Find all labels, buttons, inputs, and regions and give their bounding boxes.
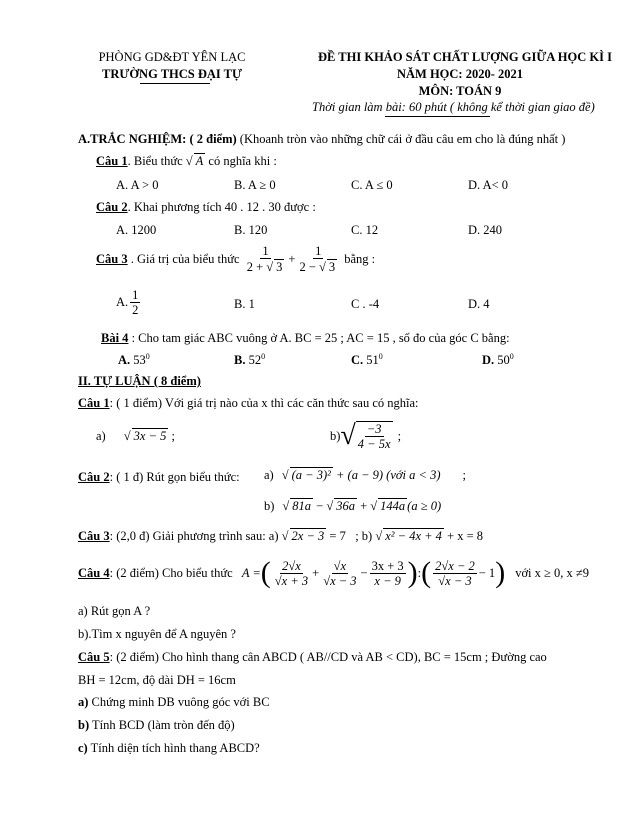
part-a-instruction: (Khoanh tròn vào những chữ cái ở đầu câu em cho là đúng nhất ) bbox=[236, 132, 566, 146]
part-label: a) bbox=[96, 428, 106, 443]
essay-question-3-label: Câu 3 bbox=[78, 528, 110, 543]
option-letter: C. bbox=[351, 353, 364, 368]
essay-question-5 bbox=[78, 650, 547, 665]
plus-sign: + bbox=[312, 565, 320, 580]
question-3-option-d[interactable]: D. 4 bbox=[468, 297, 490, 311]
question-1-option-c[interactable]: C. A ≤ 0 bbox=[351, 178, 393, 192]
fraction-1-denominator bbox=[245, 259, 287, 274]
option-value: 52 bbox=[248, 353, 262, 368]
colon-sign: : bbox=[417, 565, 422, 580]
option-a-fraction bbox=[130, 288, 140, 317]
degree-sign: 0 bbox=[145, 352, 150, 361]
numerator: 3x + 3 bbox=[371, 558, 404, 573]
degree-sign: 0 bbox=[261, 352, 266, 361]
denominator: x − 9 bbox=[374, 573, 401, 588]
exam-title: ĐỀ THI KHẢO SÁT CHẤT LƯỢNG GIỮA HỌC KÌ I bbox=[318, 50, 612, 64]
essay-question-2-a bbox=[264, 467, 466, 483]
essay-question-2-text: : ( 1 đ) Rút gọn biểu thức: bbox=[109, 470, 240, 484]
school-underline bbox=[140, 83, 210, 84]
part-b-heading: II. TỰ LUẬN ( 8 điểm) bbox=[78, 374, 201, 388]
degree-sign: 0 bbox=[509, 352, 514, 361]
essay-question-2-label: Câu 2 bbox=[78, 470, 110, 484]
essay-q1b-fraction bbox=[356, 421, 393, 451]
part-label: c) bbox=[78, 741, 88, 755]
option-value: 51 bbox=[366, 353, 379, 368]
essay-question-5-a bbox=[78, 695, 270, 710]
essay-question-2-b bbox=[264, 498, 441, 514]
condition: (a ≥ 0) bbox=[407, 498, 442, 513]
question-4-label: Bài 4 bbox=[101, 331, 129, 345]
question-2 bbox=[96, 200, 316, 215]
operator: − bbox=[313, 498, 327, 513]
school-year: NĂM HỌC: 2020- 2021 bbox=[396, 67, 524, 81]
denominator: √x − 3 bbox=[323, 573, 357, 588]
question-2-label: Câu 2 bbox=[96, 200, 128, 214]
question-1-option-a[interactable]: A. A > 0 bbox=[116, 178, 159, 192]
question-2-option-a[interactable]: A. 1200 bbox=[116, 223, 157, 237]
question-3 bbox=[96, 244, 375, 274]
question-3-fraction-1 bbox=[245, 244, 287, 274]
question-2-option-b[interactable]: B. 120 bbox=[234, 223, 268, 237]
operator: + bbox=[356, 498, 371, 513]
sqrt-icon: √ bbox=[326, 498, 334, 513]
essay-question-4-b: b).Tìm x nguyên để A nguyên ? bbox=[78, 627, 236, 641]
question-3-option-c[interactable]: C . -4 bbox=[351, 297, 380, 311]
part-label: b) bbox=[78, 718, 90, 732]
essay-question-5-c bbox=[78, 741, 260, 756]
denominator: √x + 3 bbox=[274, 573, 309, 588]
school-name: TRƯỜNG THCS ĐẠI TỰ bbox=[102, 67, 242, 81]
expression-tail: + (a − 9) (với a < 3) bbox=[332, 467, 441, 482]
equation-tail: = 7 bbox=[326, 528, 346, 543]
expr-fraction-2 bbox=[321, 559, 358, 588]
question-1-text-after: có nghĩa khi : bbox=[205, 154, 277, 168]
essay-q3a-radicand: 2x − 3 bbox=[291, 529, 325, 543]
essay-q2a-radicand: (a − 3)² bbox=[291, 468, 331, 482]
part-text: Tính BCD (làm tròn đến độ) bbox=[89, 718, 235, 732]
equation-tail: + x = 8 bbox=[443, 528, 484, 543]
numerator: √x bbox=[333, 558, 347, 573]
fraction-numerator: −3 bbox=[366, 422, 382, 436]
question-1-text: . Biểu thức bbox=[127, 154, 186, 168]
essay-question-4-text: : (2 điểm) Cho biểu thức bbox=[109, 565, 236, 580]
fraction-2-numerator: 1 bbox=[315, 244, 322, 258]
part-label: b) bbox=[330, 428, 341, 443]
question-4-option-b[interactable] bbox=[234, 352, 265, 368]
sqrt-icon: √ bbox=[123, 428, 131, 443]
question-2-text: . Khai phương tích 40 . 12 . 30 được : bbox=[127, 200, 316, 214]
essay-question-4-a: a) Rút gọn A ? bbox=[78, 604, 151, 618]
numerator: 2√x − 2 bbox=[435, 558, 475, 573]
question-2-option-c[interactable]: C. 12 bbox=[351, 223, 379, 237]
essay-question-3-text: : (2,0 đ) Giải phương trình sau: a) bbox=[109, 528, 282, 543]
essay-question-5-line-2: BH = 12cm, độ dài DH = 16cm bbox=[78, 673, 236, 687]
option-value: 50 bbox=[497, 353, 510, 368]
part-label: ; b) bbox=[345, 528, 376, 543]
question-3-text-after: bằng : bbox=[341, 251, 376, 266]
essay-question-1-b bbox=[330, 421, 401, 451]
option-letter: B. bbox=[234, 353, 246, 368]
expression-name: A = bbox=[241, 565, 261, 580]
question-4-option-c[interactable] bbox=[351, 352, 383, 368]
minus-sign: − bbox=[360, 565, 368, 580]
expr-fraction-4 bbox=[433, 559, 477, 588]
sqrt-icon: √ bbox=[282, 498, 290, 513]
sqrt-icon: √ bbox=[185, 154, 193, 168]
radicand: 81a bbox=[292, 499, 312, 513]
option-a-denominator: 2 bbox=[132, 303, 139, 317]
essay-question-1 bbox=[78, 396, 419, 411]
option-letter: D. bbox=[482, 353, 495, 368]
exam-duration: Thời gian làm bài: 60 phút ( không kể thời gian giao đề) bbox=[312, 100, 595, 114]
radicand: 144a bbox=[380, 499, 406, 513]
title-underline bbox=[385, 116, 490, 117]
question-3-option-a[interactable] bbox=[116, 288, 142, 317]
essay-question-3 bbox=[78, 528, 483, 544]
question-4-text: : Cho tam giác ABC vuông ở A. BC = 25 ; AC = 15 , số đo của góc C bằng: bbox=[128, 331, 510, 345]
sqrt-icon: √ bbox=[340, 420, 356, 451]
separator: ; bbox=[462, 467, 466, 482]
essay-question-1-label: Câu 1 bbox=[78, 396, 110, 410]
expression-condition: với x ≥ 0, x ≠9 bbox=[515, 565, 589, 580]
question-4-option-a[interactable] bbox=[118, 352, 150, 368]
degree-sign: 0 bbox=[378, 352, 383, 361]
numerator: 2√x bbox=[282, 558, 301, 573]
part-a-heading: A.TRẮC NGHIỆM: ( 2 điểm) bbox=[78, 132, 237, 146]
question-3-fraction-2 bbox=[297, 244, 339, 274]
question-1-option-b[interactable]: B. A ≥ 0 bbox=[234, 178, 276, 192]
radicand: 36a bbox=[336, 499, 355, 513]
separator: ; bbox=[168, 428, 175, 443]
fraction-2-denominator bbox=[297, 259, 339, 274]
essay-question-5-text: : (2 điểm) Cho hình thang cân ABCD ( AB//CD và AB < CD), BC = 15cm ; Đường cao bbox=[109, 650, 547, 664]
part-label: a) bbox=[264, 467, 274, 482]
plus-sign: + bbox=[288, 251, 296, 266]
sqrt-icon: √ bbox=[281, 528, 289, 543]
option-a-numerator: 1 bbox=[132, 288, 139, 302]
essay-q1a-radicand: 3x − 5 bbox=[133, 429, 167, 443]
part-label: a) bbox=[78, 695, 89, 709]
part-label: b) bbox=[264, 498, 275, 513]
question-4-option-d[interactable] bbox=[482, 352, 514, 368]
open-paren: ( bbox=[260, 556, 271, 589]
essay-question-4-label: Câu 4 bbox=[78, 565, 110, 580]
question-1 bbox=[96, 153, 277, 169]
fraction-1-numerator: 1 bbox=[262, 244, 269, 258]
question-3-text: . Giá trị của biểu thức bbox=[127, 251, 243, 266]
question-1-radicand: A bbox=[195, 154, 204, 168]
fraction-2-radicand: 3 bbox=[328, 260, 336, 274]
essay-q3b-radicand: x² − 4x + 4 bbox=[385, 529, 442, 543]
part-text: Tính diện tích hình thang ABCD? bbox=[87, 741, 260, 755]
denominator: √x − 3 bbox=[438, 573, 472, 588]
separator: ; bbox=[394, 428, 402, 443]
sqrt-icon: √ bbox=[281, 467, 289, 482]
question-4 bbox=[101, 331, 510, 346]
essay-question-5-label: Câu 5 bbox=[78, 650, 110, 664]
sqrt-icon: √ bbox=[319, 260, 326, 274]
essay-question-1-text: : ( 1 điểm) Với giá trị nào của x thì các căn thức sau có nghĩa: bbox=[109, 396, 419, 410]
essay-question-4 bbox=[78, 553, 589, 593]
fraction-1-den-prefix: 2 + bbox=[246, 260, 267, 274]
fraction-2-den-prefix: 2 − bbox=[299, 260, 319, 274]
part-text: Chứng minh DB vuông góc với BC bbox=[88, 695, 270, 709]
essay-question-2 bbox=[78, 470, 240, 485]
fraction-denominator: 4 − 5x bbox=[357, 437, 391, 451]
essay-question-1-a bbox=[96, 428, 175, 444]
option-letter: A. bbox=[118, 353, 131, 368]
open-paren: ( bbox=[421, 556, 432, 589]
question-2-option-d[interactable]: D. 240 bbox=[468, 223, 503, 237]
expr-fraction-1 bbox=[273, 559, 310, 588]
question-1-label: Câu 1 bbox=[96, 154, 128, 168]
close-paren: ) bbox=[495, 556, 506, 589]
close-paren: ) bbox=[407, 556, 418, 589]
minus-one: − 1 bbox=[478, 565, 496, 580]
option-value: 53 bbox=[133, 353, 146, 368]
fraction-1-radicand: 3 bbox=[276, 260, 283, 274]
subject: MÔN: TOÁN 9 bbox=[418, 84, 502, 98]
expr-fraction-3 bbox=[370, 559, 406, 588]
question-3-option-b[interactable]: B. 1 bbox=[234, 297, 255, 311]
question-3-label: Câu 3 bbox=[96, 251, 128, 266]
department-name: PHÒNG GD&ĐT YÊN LẠC bbox=[98, 50, 246, 64]
part-a-heading-line bbox=[78, 132, 565, 147]
option-a-letter: A. bbox=[116, 295, 129, 309]
essay-question-5-b bbox=[78, 718, 235, 733]
sqrt-icon: √ bbox=[370, 498, 378, 513]
sqrt-icon: √ bbox=[375, 528, 383, 543]
question-1-option-d[interactable]: D. A< 0 bbox=[468, 178, 509, 192]
sqrt-icon: √ bbox=[266, 260, 274, 274]
